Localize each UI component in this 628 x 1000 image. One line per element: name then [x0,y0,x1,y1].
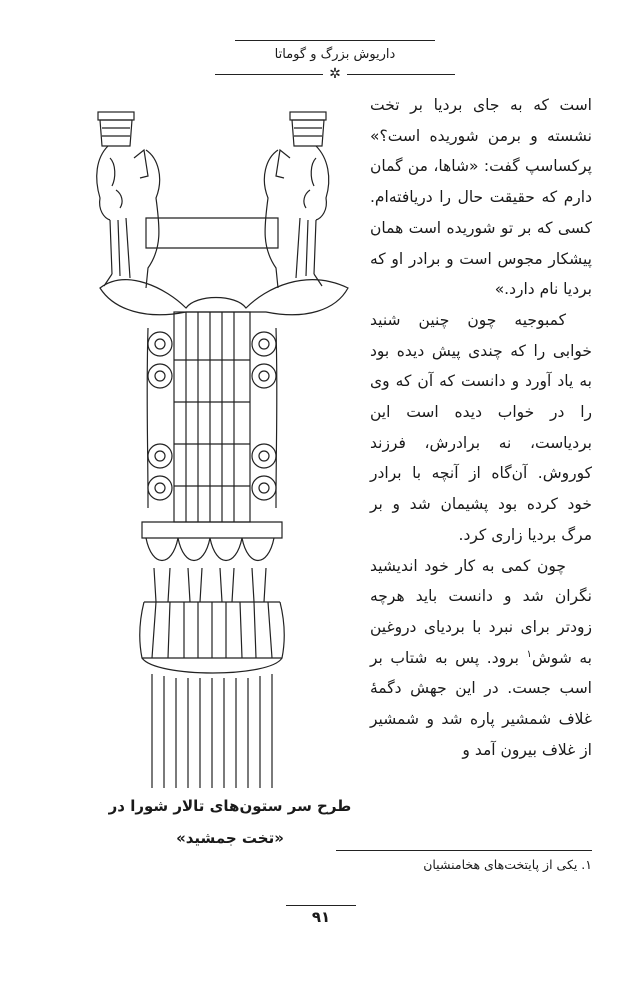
volute-block [147,312,277,522]
column-capital-drawing [86,98,366,788]
body-text-column [370,90,592,765]
paragraph-3-part-b: برود. پس به شتاب بر اسب جست. در این جهش دگمهٔ غلاف شمشیر پاره شد و شمشیر از غلاف بیرون آمد و [370,648,592,759]
paragraph-1: است که به جای بردیا بر تخت نشسته و برمن شوریده است؟» پرکساسپ گفت: «شاها، من گمان دارم که حقیقت حال را دریافته‌ام. کسی که بر تو شوریده است همان پیشکار مجوس است و برادر او که بردیا نام دارد.» [370,96,592,299]
header-ornament-line-right [347,74,455,75]
paragraph-3 [370,551,592,766]
column-shaft [152,674,272,788]
header-ornament-line-left [215,74,323,75]
header-title: داریوش بزرگ و گوماتا [274,47,396,62]
page-number: ۹۱ [311,908,331,926]
caption-line-1: طرح سر ستون‌های تالار شورا در [108,797,352,815]
lotus-bell [140,522,284,673]
paragraph-3-part-a: چون کمی به کار خود اندیشید نگران شد و دانست باید هرچه زودتر برای نبرد با بردیای دروغین به شوش [370,556,592,667]
left-bull-head [97,112,160,288]
figure-caption [100,790,360,854]
header-ornament-row [215,67,455,81]
caption-line-2: «تخت جمشید» [176,829,284,847]
footnote-rule [336,850,592,851]
header-rule [235,40,435,41]
running-header [215,40,455,81]
footnote-marker: ۱ [526,648,532,660]
page-number-rule [286,905,356,906]
paragraph-2: کمبوجیه چون چنین شنید خوابی را که چندی پیش دیده بود به یاد آورد و دانست که آن که وی را در خواب دیده است این بردیاست، نه برادرش، فرزند کوروش. آن‌گاه از آنچه با برادر خود کرده بود پشیمان شد و بر مرگ بردیا زاری کرد. [370,310,592,544]
column-capital-illustration [86,98,366,788]
right-bull-head [264,112,328,288]
footnote: ۱. یکی از پایتخت‌های هخامنشیان [423,857,592,872]
ornament-icon: ✲ [329,66,341,82]
